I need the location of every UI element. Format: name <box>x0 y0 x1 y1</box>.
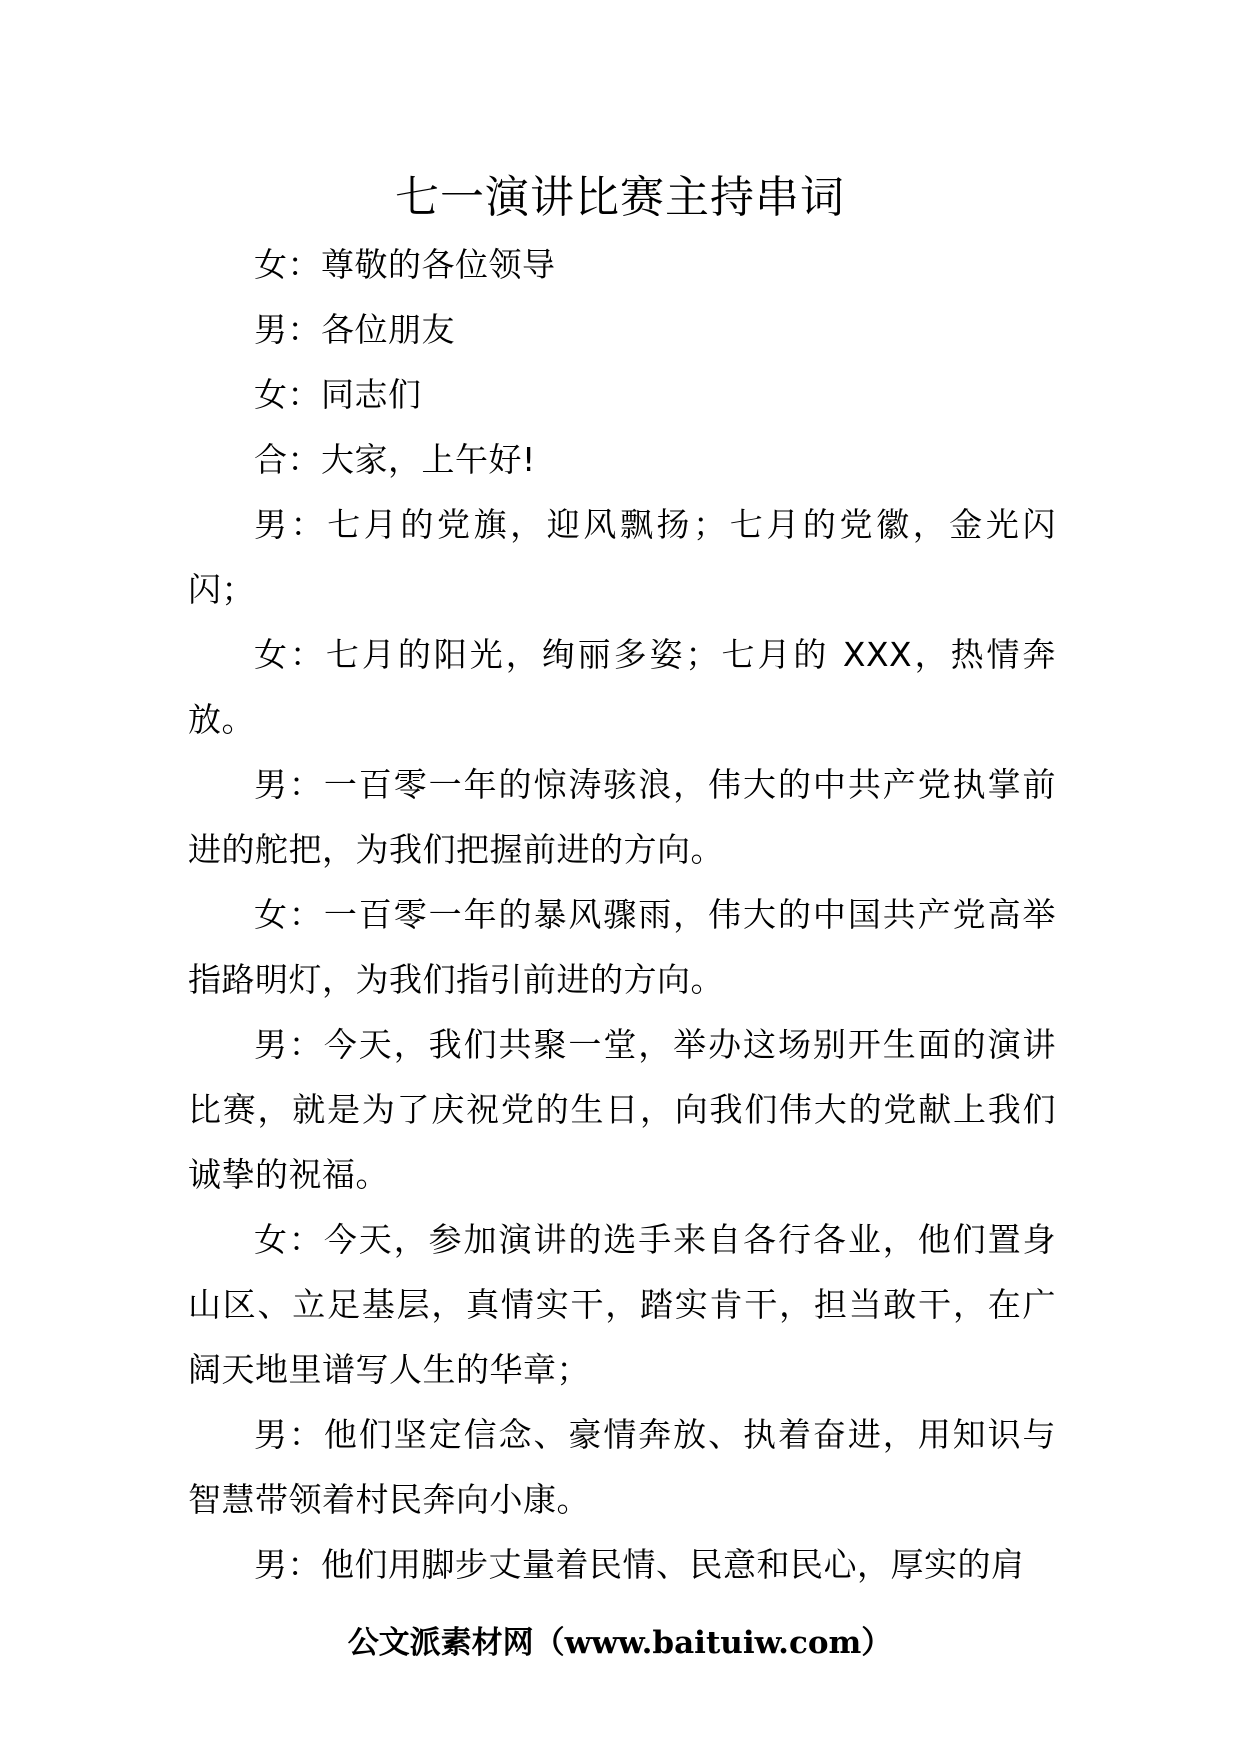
paragraph: 女：尊敬的各位领导 <box>254 245 556 284</box>
paragraph: 女：一百零一年的暴风骤雨，伟大的中国共产党高举指路明灯，为我们指引前进的方向。 <box>188 895 1056 999</box>
paragraph: 男：今天，我们共聚一堂，举办这场别开生面的演讲比赛，就是为了庆祝党的生日，向我们伟大的党献上我们诚挚的祝福。 <box>188 1025 1056 1194</box>
paragraph: 合：大家，上午好! <box>254 440 536 479</box>
paragraph: 女：今天，参加演讲的选手来自各行各业，他们置身山区、立足基层，真情实干，踏实肯干，担当敢干，在广阔天地里谱写人生的华章； <box>188 1220 1056 1389</box>
paragraph: 女：同志们 <box>254 375 422 414</box>
document-title: 七一演讲比赛主持串词 <box>395 172 845 223</box>
paragraph: 男：一百零一年的惊涛骇浪，伟大的中共产党执掌前进的舵把，为我们把握前进的方向。 <box>188 765 1056 869</box>
document-body <box>188 232 1056 1597</box>
paragraph: 男：各位朋友 <box>254 310 455 349</box>
page-footer: 公文派素材网（www.baituiw.com） <box>347 1625 893 1661</box>
paragraph: 男：七月的党旗，迎风飘扬；七月的党徽，金光闪闪； <box>188 505 1056 609</box>
paragraph: 男：他们坚定信念、豪情奔放、执着奋进，用知识与智慧带领着村民奔向小康。 <box>188 1415 1056 1519</box>
paragraph: 男：他们用脚步丈量着民情、民意和民心，厚实的肩 <box>254 1545 1025 1584</box>
paragraph: 女：七月的阳光，绚丽多姿；七月的 XXX，热情奔放。 <box>188 635 1056 739</box>
